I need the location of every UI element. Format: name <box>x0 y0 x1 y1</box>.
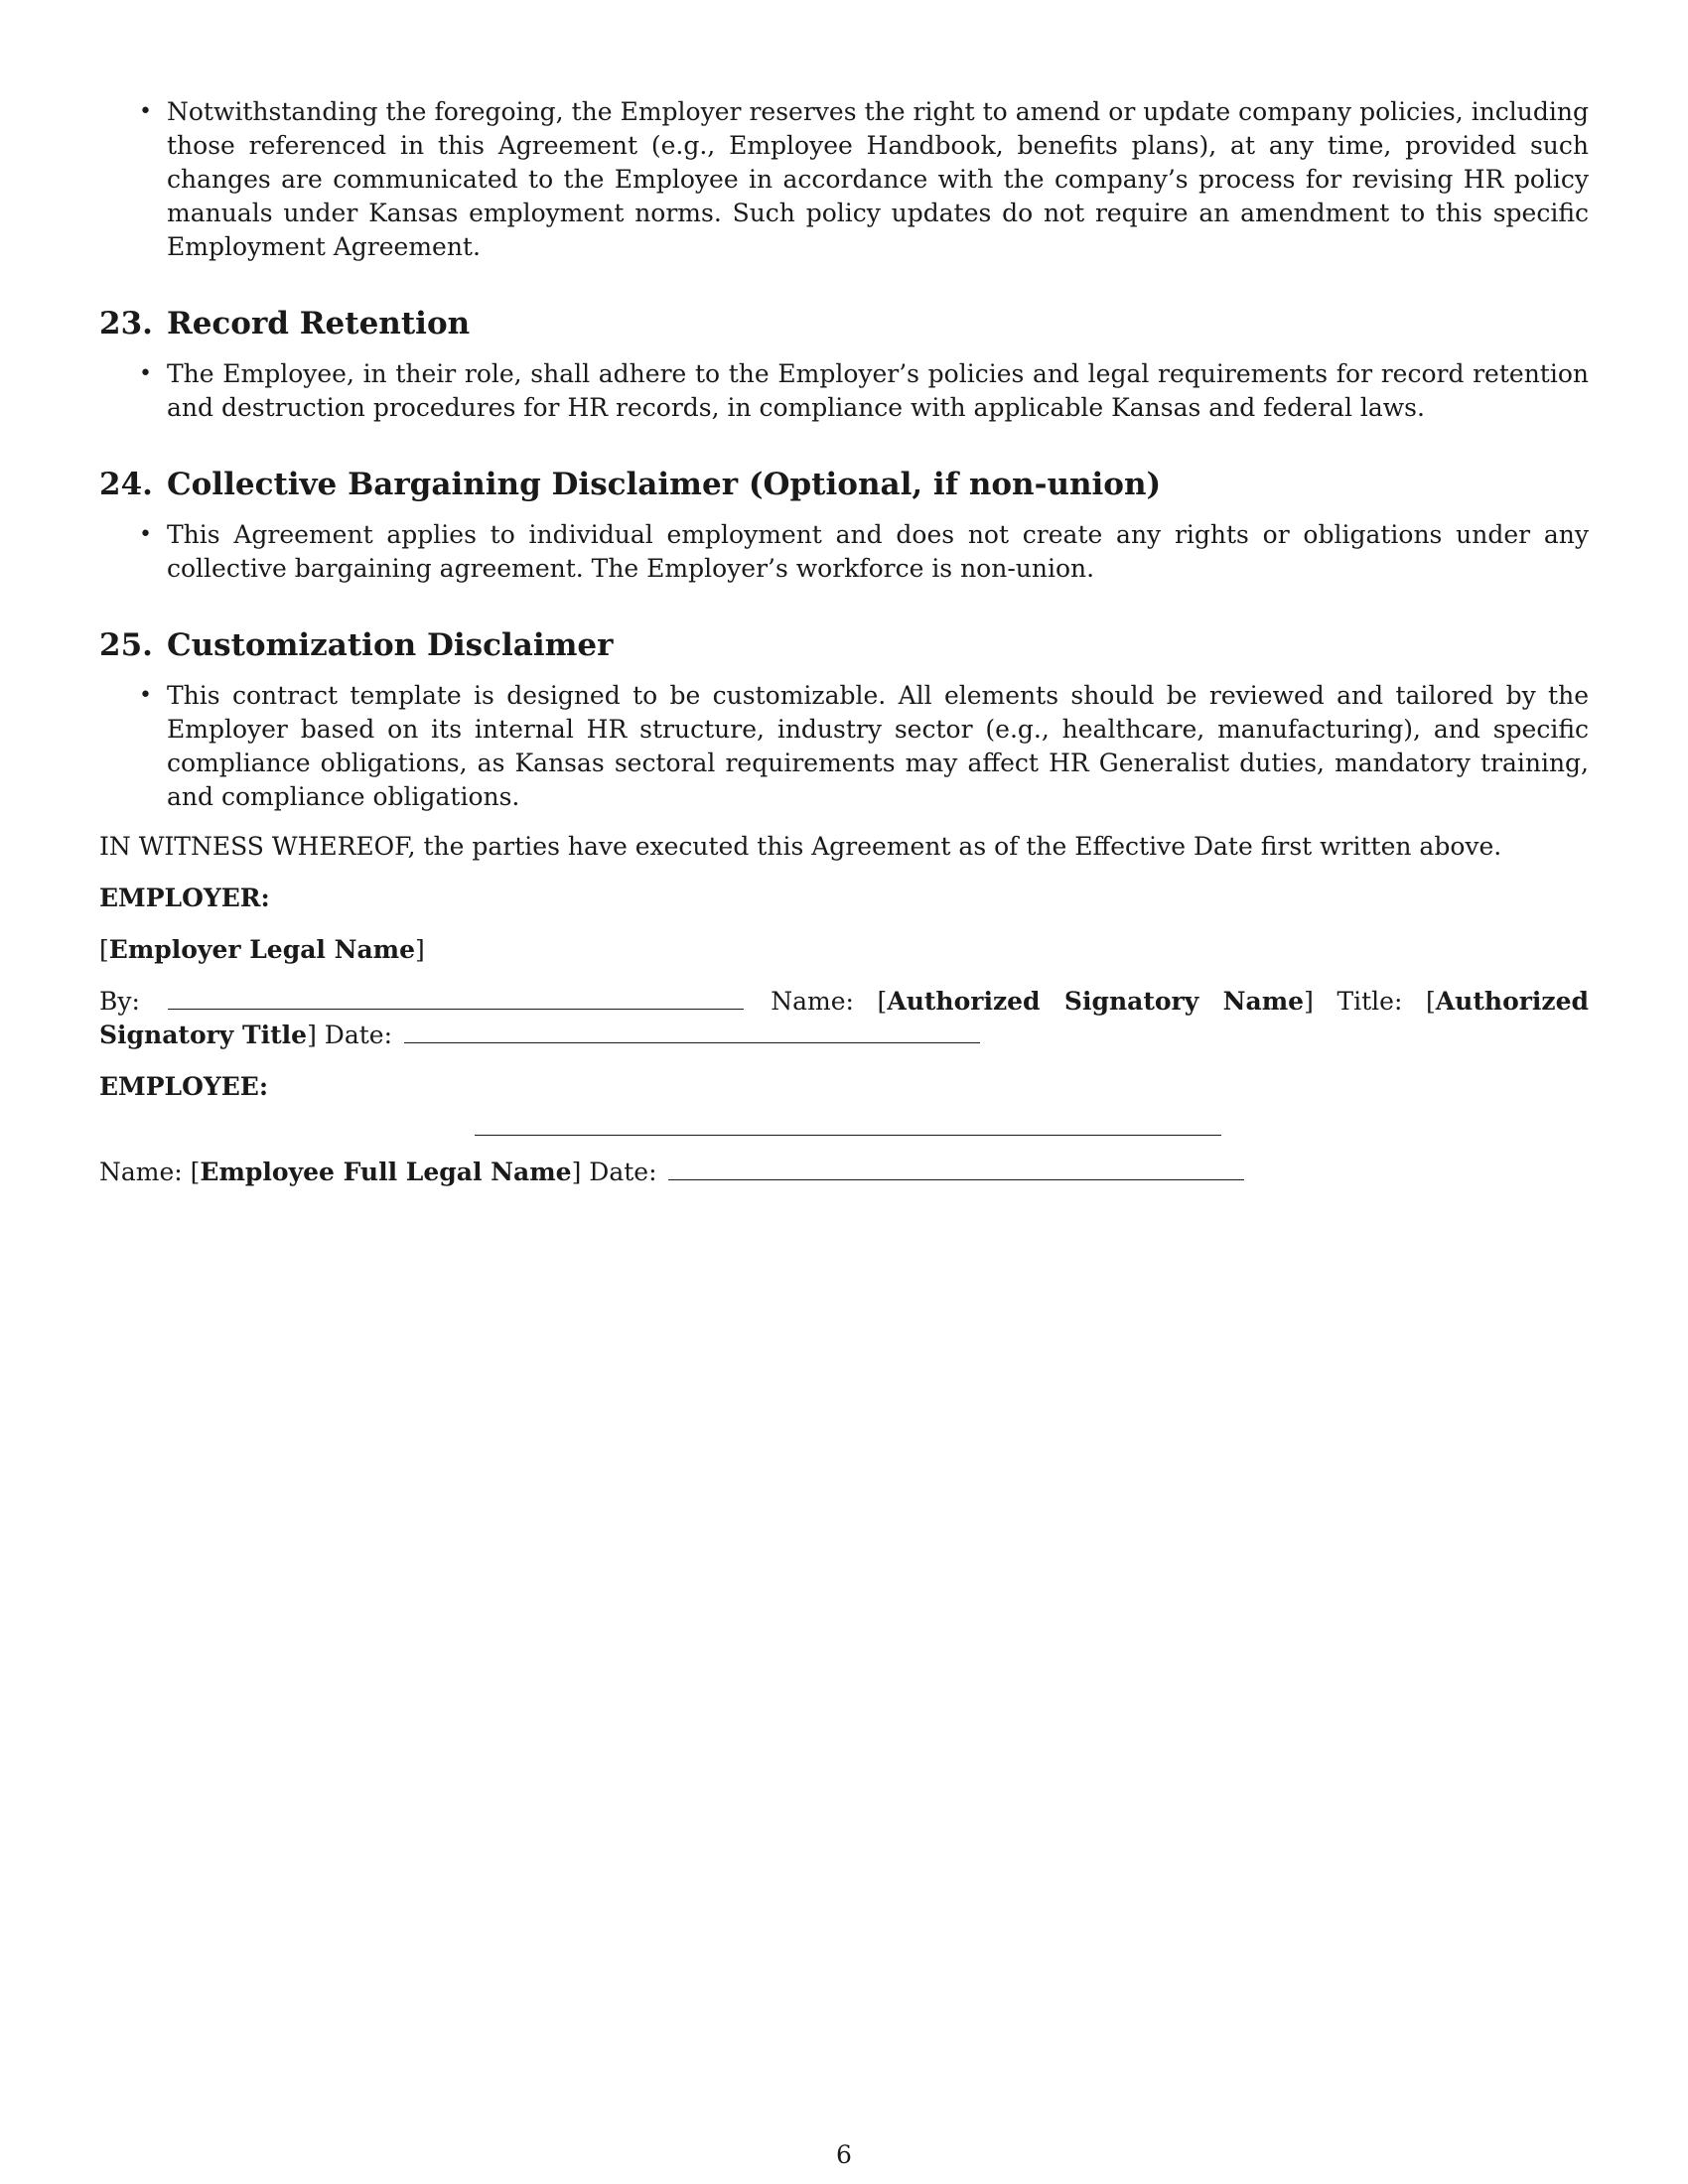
section-title: Record Retention <box>166 306 471 341</box>
employee-full-name: Employee Full Legal Name <box>200 1158 572 1186</box>
employer-date-line[interactable] <box>404 1041 980 1043</box>
by-label: By: <box>99 987 140 1016</box>
section-heading-24 <box>99 465 1589 504</box>
bullet-text: This contract template is designed to be customizable. All elements should be reviewed and tailored by the Employer based on its internal HR structure, industry sector (e.g., healthcare, manufacturing), and specific compliance obligations, as Kansas sectoral requirements may affect HR Generalist duties, mandatory training, and compliance obligations. <box>167 681 1589 811</box>
list-item <box>99 679 1589 814</box>
section-number: 25. <box>99 627 153 663</box>
section-number: 24. <box>99 467 153 502</box>
bullet-text: Notwithstanding the foregoing, the Employer reserves the right to amend or update company policies, including those referenced in this Agreement (e.g., Employee Handbook, benefits plans), at any time, provided such changes are communicated to the Employee in accordance with the company’s process for revising HR policy manuals under Kansas employment norms. Such policy updates do not require an amendment to this specific Employment Agreement. <box>167 97 1589 261</box>
bullet-icon: • <box>139 361 152 386</box>
bullet-icon: • <box>139 99 152 124</box>
employer-signature-block: By: Name: [Authorized Signatory Name] Title: [Authorized Signatory Title] Date: <box>99 987 1590 1049</box>
section-title: Customization Disclaimer <box>166 627 614 663</box>
employer-legal-name-value: Employer Legal Name <box>108 935 416 964</box>
title-label: Title: <box>1336 987 1403 1016</box>
employee-signature-block: Name: [Employee Full Legal Name] Date: <box>99 1156 1589 1189</box>
section-23-list <box>99 357 1589 425</box>
employer-legal-name: [Employer Legal Name] <box>99 935 425 964</box>
section-25-list <box>99 679 1589 814</box>
bullet-icon: • <box>139 683 152 708</box>
name-label: Name: <box>99 1158 183 1186</box>
list-item <box>99 518 1589 586</box>
date-label: Date: <box>589 1158 657 1186</box>
bullet-text: This Agreement applies to individual employment and does not create any rights or obligations under any collective bargaining agreement. The Employer’s workforce is non-union. <box>167 520 1589 583</box>
witness-statement: IN WITNESS WHEREOF, the parties have executed this Agreement as of the Effective Date first written above. <box>99 832 1502 861</box>
employee-signature-line[interactable] <box>475 1134 1221 1136</box>
bullet-icon: • <box>139 522 152 547</box>
list-item <box>99 95 1589 264</box>
employee-label: EMPLOYEE: <box>99 1072 269 1101</box>
section-title: Collective Bargaining Disclaimer (Optional, if non-union) <box>166 467 1162 502</box>
bullet-text: The Employee, in their role, shall adhere to the Employer’s policies and legal requirements for record retention and destruction procedures for HR records, in compliance with applicable Kansas and federal laws. <box>167 359 1589 422</box>
section-24-list <box>99 518 1589 586</box>
section-number: 23. <box>99 306 153 341</box>
name-label: Name: <box>771 987 854 1016</box>
signatory-name: Authorized Signatory Name <box>887 987 1305 1016</box>
section-heading-23 <box>99 304 1589 343</box>
document-page <box>99 95 1589 1189</box>
employer-label: EMPLOYER: <box>99 884 270 912</box>
signatory-title: Authorized Signatory Title <box>99 987 1590 1049</box>
date-label: Date: <box>324 1021 393 1049</box>
employer-signature-line[interactable] <box>168 1008 744 1010</box>
section-heading-25 <box>99 625 1589 665</box>
list-item <box>99 357 1589 425</box>
page-number: 6 <box>836 2140 852 2169</box>
employee-date-line[interactable] <box>668 1178 1244 1180</box>
continued-bullet-list <box>99 95 1589 264</box>
